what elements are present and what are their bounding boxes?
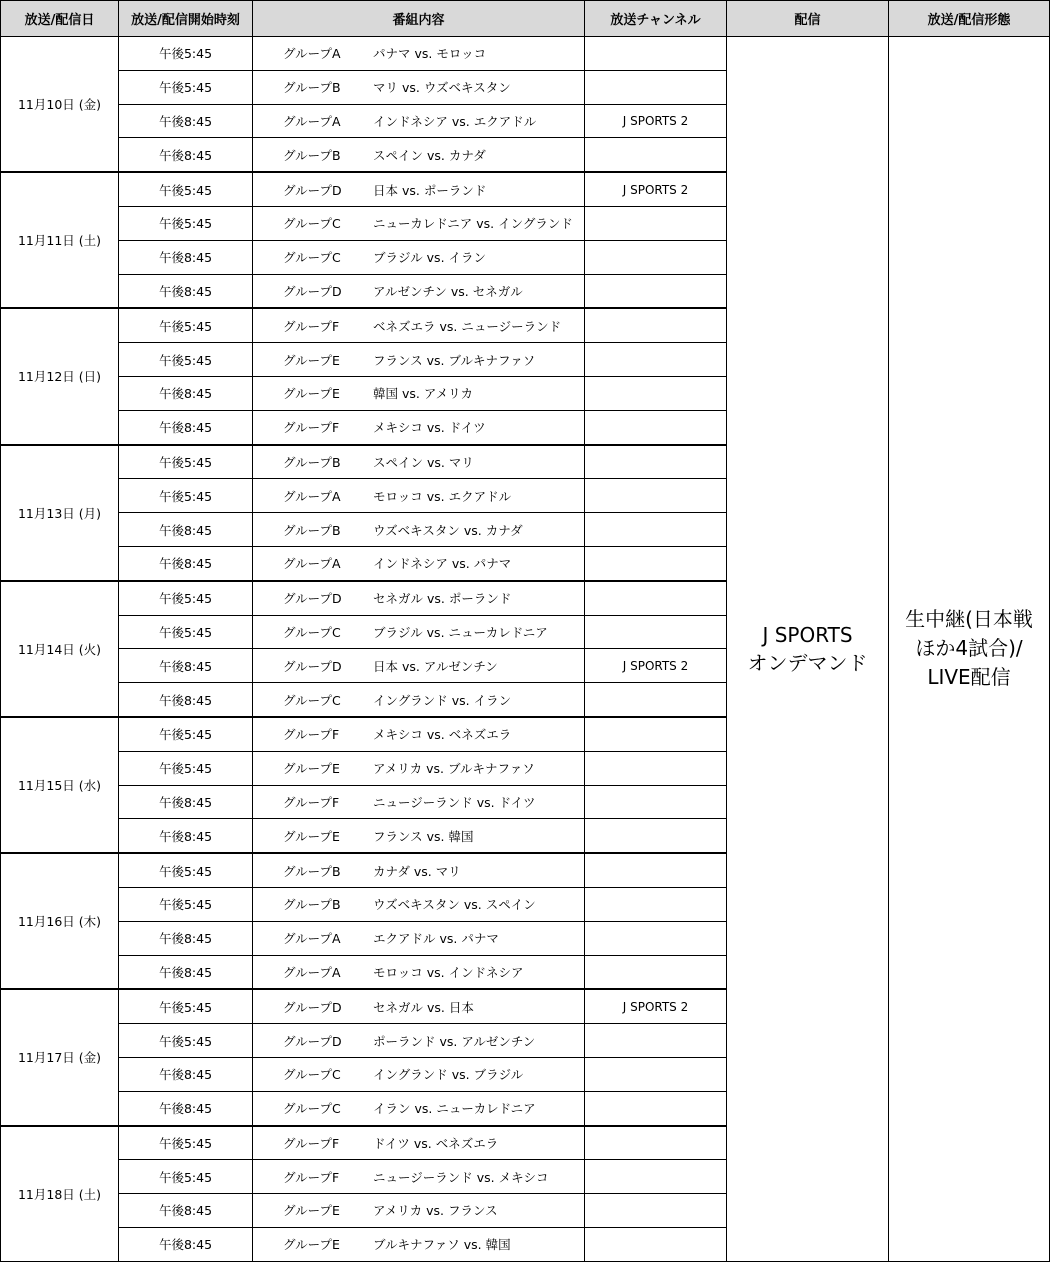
channel-cell [585, 1024, 727, 1058]
match-label: アメリカ vs. フランス [373, 1203, 498, 1219]
channel-cell [585, 70, 727, 104]
time-cell: 午後8:45 [119, 1227, 253, 1261]
match-label: フランス vs. 韓国 [373, 828, 474, 844]
match-label: ニュージーランド vs. ドイツ [373, 794, 536, 810]
group-label: グループC [283, 1067, 341, 1083]
content-cell [253, 172, 585, 206]
time-cell: 午後8:45 [119, 1091, 253, 1125]
group-label: グループA [283, 488, 341, 504]
group-label: グループC [283, 250, 341, 266]
time-cell: 午後5:45 [119, 343, 253, 377]
time-cell: 午後8:45 [119, 410, 253, 444]
match-label: フランス vs. ブルキナファソ [373, 352, 536, 368]
header-time: 放送/配信開始時刻 [119, 1, 253, 37]
group-label: グループB [283, 522, 341, 538]
schedule-body [1, 37, 1050, 1262]
content-cell [253, 785, 585, 819]
content-cell [253, 274, 585, 308]
time-cell: 午後8:45 [119, 274, 253, 308]
match-label: セネガル vs. 日本 [373, 999, 474, 1015]
content-cell [253, 37, 585, 71]
match-label: ポーランド vs. アルゼンチン [373, 1033, 536, 1049]
group-label: グループC [283, 1101, 341, 1117]
content-cell [253, 1091, 585, 1125]
group-label: グループF [283, 727, 340, 743]
match-label: イングランド vs. イラン [373, 692, 512, 708]
content-cell [253, 921, 585, 955]
group-label: グループD [283, 182, 342, 198]
date-cell: 11月13日 (月) [1, 445, 119, 581]
time-cell: 午後8:45 [119, 955, 253, 989]
group-label: グループD [283, 283, 342, 299]
group-label: グループB [283, 454, 341, 470]
time-cell: 午後8:45 [119, 1057, 253, 1091]
group-label: グループC [283, 692, 341, 708]
date-cell: 11月18日 (土) [1, 1126, 119, 1262]
content-cell [253, 343, 585, 377]
content-cell [253, 138, 585, 172]
channel-cell: J SPORTS 2 [585, 989, 727, 1023]
time-cell: 午後8:45 [119, 819, 253, 853]
content-cell [253, 308, 585, 342]
match-label: エクアドル vs. パナマ [373, 931, 499, 947]
channel-cell [585, 819, 727, 853]
channel-cell [585, 274, 727, 308]
match-label: ニュージーランド vs. メキシコ [373, 1169, 549, 1185]
date-cell: 11月10日 (金) [1, 37, 119, 173]
time-cell: 午後5:45 [119, 70, 253, 104]
date-cell: 11月15日 (水) [1, 717, 119, 853]
channel-cell [585, 581, 727, 615]
match-label: アメリカ vs. ブルキナファソ [373, 761, 535, 777]
time-cell: 午後8:45 [119, 376, 253, 410]
content-cell [253, 649, 585, 683]
channel-cell [585, 1227, 727, 1261]
match-label: ウズベキスタン vs. スペイン [373, 897, 536, 913]
channel-cell [585, 1126, 727, 1160]
channel-cell: J SPORTS 2 [585, 104, 727, 138]
time-cell: 午後5:45 [119, 751, 253, 785]
channel-cell [585, 955, 727, 989]
distribution-cell [727, 37, 889, 1262]
header-content: 番組内容 [253, 1, 585, 37]
time-cell: 午後8:45 [119, 104, 253, 138]
match-label: スペイン vs. カナダ [373, 147, 486, 163]
time-cell: 午後8:45 [119, 683, 253, 717]
channel-cell [585, 37, 727, 71]
match-label: ブルキナファソ vs. 韓国 [373, 1237, 511, 1253]
group-label: グループD [283, 1033, 342, 1049]
match-label: メキシコ vs. ドイツ [373, 420, 486, 436]
group-label: グループA [283, 964, 341, 980]
group-label: グループB [283, 147, 341, 163]
channel-cell [585, 445, 727, 479]
content-cell [253, 445, 585, 479]
content-cell [253, 1160, 585, 1194]
channel-cell [585, 479, 727, 513]
time-cell: 午後5:45 [119, 1024, 253, 1058]
channel-cell [585, 1057, 727, 1091]
time-cell: 午後5:45 [119, 615, 253, 649]
content-cell [253, 240, 585, 274]
time-cell: 午後5:45 [119, 172, 253, 206]
header-distribution: 配信 [727, 1, 889, 37]
channel-cell: J SPORTS 2 [585, 649, 727, 683]
header-date: 放送/配信日 [1, 1, 119, 37]
content-cell [253, 955, 585, 989]
format-line: ほか4試合)/ [915, 636, 1023, 661]
channel-cell [585, 546, 727, 580]
time-cell: 午後8:45 [119, 240, 253, 274]
time-cell: 午後8:45 [119, 785, 253, 819]
format-cell [889, 37, 1050, 1262]
match-label: メキシコ vs. ベネズエラ [373, 727, 512, 743]
match-label: ウズベキスタン vs. カナダ [373, 522, 523, 538]
time-cell: 午後5:45 [119, 445, 253, 479]
group-label: グループE [283, 761, 340, 777]
group-label: グループF [283, 1135, 340, 1151]
time-cell: 午後8:45 [119, 138, 253, 172]
group-label: グループA [283, 556, 341, 572]
time-cell: 午後5:45 [119, 853, 253, 887]
channel-cell [585, 921, 727, 955]
content-cell [253, 615, 585, 649]
distribution-line: オンデマンド [747, 650, 868, 675]
time-cell: 午後5:45 [119, 479, 253, 513]
channel-cell [585, 240, 727, 274]
time-cell: 午後8:45 [119, 1194, 253, 1228]
channel-cell [585, 887, 727, 921]
time-cell: 午後5:45 [119, 717, 253, 751]
group-label: グループE [283, 352, 340, 368]
time-cell: 午後5:45 [119, 1160, 253, 1194]
match-label: 韓国 vs. アメリカ [373, 386, 473, 402]
group-label: グループC [283, 624, 341, 640]
time-cell: 午後5:45 [119, 308, 253, 342]
match-label: インドネシア vs. パナマ [373, 556, 512, 572]
content-cell [253, 70, 585, 104]
content-cell [253, 1227, 585, 1261]
time-cell: 午後5:45 [119, 37, 253, 71]
group-label: グループE [283, 1203, 340, 1219]
match-label: 日本 vs. ポーランド [373, 182, 487, 198]
content-cell [253, 546, 585, 580]
channel-cell [585, 206, 727, 240]
group-label: グループB [283, 80, 341, 96]
match-label: セネガル vs. ポーランド [373, 591, 512, 607]
distribution-line: J SPORTS [762, 622, 853, 647]
match-label: カナダ vs. マリ [373, 863, 461, 879]
content-cell [253, 989, 585, 1023]
content-cell [253, 1194, 585, 1228]
channel-cell [585, 785, 727, 819]
date-cell: 11月16日 (木) [1, 853, 119, 989]
header-format: 放送/配信形態 [889, 1, 1050, 37]
group-label: グループC [283, 216, 341, 232]
group-label: グループB [283, 863, 341, 879]
match-label: ベネズエラ vs. ニュージーランド [373, 318, 562, 334]
date-cell: 11月17日 (金) [1, 989, 119, 1125]
group-label: グループA [283, 113, 341, 129]
content-cell [253, 581, 585, 615]
time-cell: 午後5:45 [119, 581, 253, 615]
match-label: 日本 vs. アルゼンチン [373, 658, 498, 674]
channel-cell [585, 615, 727, 649]
date-cell: 11月12日 (日) [1, 308, 119, 444]
format-line: LIVE配信 [927, 665, 1011, 690]
content-cell [253, 513, 585, 547]
match-label: ブラジル vs. ニューカレドニア [373, 624, 548, 640]
match-label: イラン vs. ニューカレドニア [373, 1101, 536, 1117]
match-label: ブラジル vs. イラン [373, 250, 487, 266]
content-cell [253, 717, 585, 751]
group-label: グループF [283, 794, 340, 810]
channel-cell [585, 1160, 727, 1194]
table-row [1, 37, 1050, 71]
content-cell [253, 683, 585, 717]
content-cell [253, 376, 585, 410]
content-cell [253, 410, 585, 444]
match-label: モロッコ vs. エクアドル [373, 488, 512, 504]
format-line: 生中継(日本戦 [905, 607, 1033, 632]
content-cell [253, 819, 585, 853]
match-label: アルゼンチン vs. セネガル [373, 283, 523, 299]
channel-cell [585, 410, 727, 444]
time-cell: 午後5:45 [119, 206, 253, 240]
channel-cell [585, 513, 727, 547]
channel-cell [585, 343, 727, 377]
channel-cell [585, 1091, 727, 1125]
match-label: マリ vs. ウズベキスタン [373, 80, 511, 96]
content-cell [253, 853, 585, 887]
match-label: スペイン vs. マリ [373, 454, 474, 470]
time-cell: 午後5:45 [119, 887, 253, 921]
channel-cell [585, 138, 727, 172]
channel-cell [585, 751, 727, 785]
group-label: グループA [283, 931, 341, 947]
content-cell [253, 751, 585, 785]
time-cell: 午後8:45 [119, 513, 253, 547]
match-label: インドネシア vs. エクアドル [373, 113, 537, 129]
group-label: グループD [283, 658, 342, 674]
group-label: グループE [283, 828, 340, 844]
channel-cell [585, 376, 727, 410]
match-label: ニューカレドニア vs. イングランド [373, 216, 573, 232]
channel-cell [585, 683, 727, 717]
channel-cell [585, 1194, 727, 1228]
match-label: ドイツ vs. ベネズエラ [373, 1135, 499, 1151]
group-label: グループD [283, 999, 342, 1015]
header-channel: 放送チャンネル [585, 1, 727, 37]
group-label: グループF [283, 420, 340, 436]
channel-cell: J SPORTS 2 [585, 172, 727, 206]
channel-cell [585, 308, 727, 342]
content-cell [253, 887, 585, 921]
date-cell: 11月14日 (火) [1, 581, 119, 717]
group-label: グループF [283, 318, 340, 334]
content-cell [253, 206, 585, 240]
time-cell: 午後5:45 [119, 1126, 253, 1160]
group-label: グループB [283, 897, 341, 913]
group-label: グループE [283, 386, 340, 402]
match-label: パナマ vs. モロッコ [373, 46, 487, 62]
content-cell [253, 1126, 585, 1160]
content-cell [253, 479, 585, 513]
match-label: モロッコ vs. インドネシア [373, 964, 524, 980]
content-cell [253, 1057, 585, 1091]
channel-cell [585, 717, 727, 751]
group-label: グループF [283, 1169, 340, 1185]
header-row [1, 1, 1050, 37]
match-label: イングランド vs. ブラジル [373, 1067, 524, 1083]
time-cell: 午後8:45 [119, 546, 253, 580]
time-cell: 午後8:45 [119, 649, 253, 683]
group-label: グループA [283, 46, 341, 62]
group-label: グループD [283, 591, 342, 607]
time-cell: 午後5:45 [119, 989, 253, 1023]
channel-cell [585, 853, 727, 887]
time-cell: 午後8:45 [119, 921, 253, 955]
group-label: グループE [283, 1237, 340, 1253]
date-cell: 11月11日 (土) [1, 172, 119, 308]
content-cell [253, 1024, 585, 1058]
content-cell [253, 104, 585, 138]
